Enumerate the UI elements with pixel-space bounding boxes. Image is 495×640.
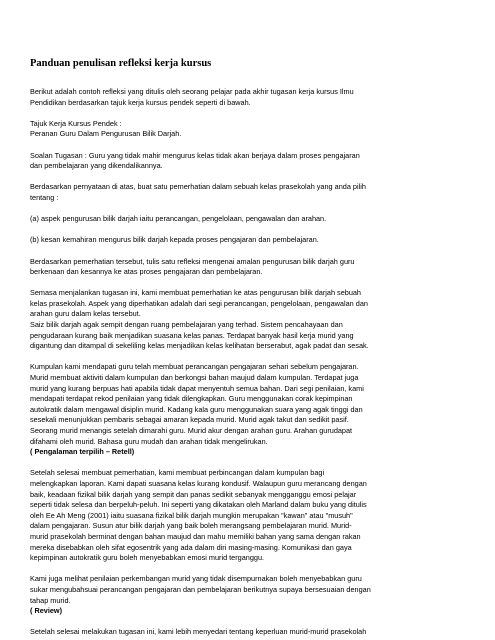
text-line: seperti tidak selesa dan berpeluh-peluh. Ini seperti yang dikatakan oleh Marland dalam buku yang ditulis	[30, 500, 367, 510]
text-line: digantung dan ditampal di sekeliling kelas menjadikan kelas kelihatan berserabut, agak padat dan sesak.	[30, 341, 369, 351]
paragraph	[30, 87, 455, 108]
text-line: Kami juga melihat penilaian perkembangan murid yang tidak disempurnakan boleh menyebabkan guru	[30, 574, 362, 584]
paragraph	[30, 151, 455, 172]
paragraph-gap	[30, 204, 455, 215]
paragraph	[30, 119, 455, 140]
paragraph-gap	[30, 140, 455, 151]
paragraph	[30, 214, 455, 225]
paragraph-gap	[30, 352, 455, 363]
text-line: Saiz bilik darjah agak sempit dengan ruang pembelajaran yang terhad. Sistem pencahayaan dan	[30, 320, 343, 330]
text-line: Murid membuat aktiviti dalam kumpulan dan berkongsi bahan maujud dalam kumpulan. Terdapat juga	[30, 373, 359, 383]
paragraph	[30, 288, 455, 352]
text-line: oleh Ee Ah Meng (2001) iaitu suasana fizikal bilik darjah mungkin merupakan "kawan" atau "musuh"	[30, 510, 353, 520]
paragraph-gap	[30, 458, 455, 469]
text-line: Setelah selesai melakukan tugasan ini, kami lebih menyedari tentang keperluan murid-murid prasekolah	[30, 627, 367, 637]
text-line: Berdasarkan pernyataan di atas, buat satu pemerhatian dalam sebuah kelas prasekolah yang anda pilih	[30, 182, 366, 192]
text-line: tahap murid.	[30, 595, 71, 605]
section-label: ( Pengalaman terpilih – Retell)	[30, 447, 135, 457]
text-line: (a) aspek pengurusan bilik darjah iaitu perancangan, pengelolaan, pengawalan dan arahan.	[30, 214, 327, 224]
text-line: Semasa menjalankan tugasan ini, kami membuat pemerhatian ke atas pengurusan bilik darjah sebuah	[30, 288, 361, 298]
paragraph-gap	[30, 225, 455, 236]
paragraph	[30, 362, 455, 457]
text-line: kepimpinan autokratik guru boleh menyebabkan emosi murid terganggu.	[30, 553, 265, 563]
text-line: difahami oleh murid. Bahasa guru mudah dan arahan tidak mengelirukan.	[30, 436, 268, 446]
text-line: dalam pengajaran. Susun atur bilik darjah yang baik boleh merangsang pembelajaran murid. Murid-	[30, 521, 352, 531]
text-line: pengudaraan kurang baik menjadikan suasana kelas panas. Terdapat banyak hasil kerja murid yang	[30, 330, 354, 340]
text-line: dan pembelajaran yang dikendalikannya.	[30, 161, 163, 171]
text-line: baik, keadaan fizikal bilik darjah yang sempit dan panas sedikit sebanyak mengganggu emosi pelajar	[30, 489, 357, 499]
text-line: tentang :	[30, 192, 59, 202]
document-body	[30, 87, 455, 638]
paragraph	[30, 468, 455, 563]
text-line: arahan guru dalam kelas tersebut.	[30, 309, 141, 319]
paragraph	[30, 235, 455, 246]
text-line: sesekali menunjukkan pembaris sebagai amaran kepada murid. Murid agak takut dan sedikit pasif.	[30, 415, 349, 425]
text-line: Kumpulan kami mendapati guru telah membuat perancangan pengajaran sehari sebelum pengajaran.	[30, 362, 359, 372]
paragraph-gap	[30, 617, 455, 628]
text-line: kelas prasekolah. Aspek yang diperhatikan adalah dari segi perancangan, pengelolaan, pengawalan dan	[30, 298, 368, 308]
text-line: Berdasarkan pemerhatian tersebut, tulis satu refleksi mengenai amalan pengurusan bilik darjah guru	[30, 256, 355, 266]
text-line: Pendidikan berdasarkan tajuk kerja kursus pendek seperti di bawah.	[30, 97, 251, 107]
paragraph	[30, 182, 455, 203]
text-line: (b) kesan kemahiran mengurus bilik darjah kepada proses pengajaran dan pembelajaran.	[30, 235, 319, 245]
text-line: sukar mengubahsuai perancangan pengajaran dan pembelajaran berikutnya supaya bersesuaian dengan	[30, 584, 371, 594]
text-line: berkenaan dan kesannya ke atas proses pengajaran dan pembelajaran.	[30, 267, 263, 277]
text-line: mendapati terdapat rekod penilaian yang tidak dilengkapkan. Guru menggunakan corak kepimpinan	[30, 394, 353, 404]
text-line: Soalan Tugasan : Guru yang tidak mahir mengurus kelas tidak akan berjaya dalam proses pengajaran	[30, 150, 360, 160]
text-line: Seorang murid menangis setelah dimarahi guru. Murid akur dengan arahan guru. Arahan gurudapat	[30, 426, 353, 435]
paragraph	[30, 574, 455, 616]
text-line: melengkapkan laporan. Kami dapati suasana kelas kurang kondusif. Walaupun guru merancang dengan	[30, 478, 367, 488]
text-line: Peranan Guru Dalam Pengurusan Bilik Darjah.	[30, 129, 182, 139]
paragraph	[30, 257, 455, 278]
text-line: Setelah selesai membuat pemerhatian, kami membuat perbincangan dalam kumpulan bagi	[30, 468, 325, 478]
text-line: murid yang kurang berpuas hati apabila tidak dapat menyentuh semua bahan. Dari segi penilaian, kami	[30, 383, 364, 393]
section-label: ( Review)	[30, 606, 63, 616]
text-line: Berikut adalah contoh refleksi yang ditulis oleh seorang pelajar pada akhir tugasan kerja kursus Ilmu	[30, 87, 354, 96]
paragraph-gap	[30, 172, 455, 183]
paragraph-gap	[30, 278, 455, 289]
text-line: murid prasekolah berminat dengan bahan maujud dan mahu memiliki bahan yang sama dengan rakan	[30, 531, 361, 541]
text-line: Tajuk Kerja Kursus Pendek :	[30, 118, 122, 128]
paragraph-gap	[30, 246, 455, 257]
text-line: mereka disebabkan oleh sifat egosentrik yang ada dalam diri masing-masing. Komunikasi dan gaya	[30, 542, 352, 552]
paragraph	[30, 627, 455, 638]
text-line: autokratik dalam mengawal disiplin murid. Kadang kala guru menggunakan suara yang agak tinggi dan	[30, 404, 363, 414]
paragraph-gap	[30, 564, 455, 575]
document-title: Panduan penulisan refleksi kerja kursus	[30, 58, 212, 69]
paragraph-gap	[30, 108, 455, 119]
